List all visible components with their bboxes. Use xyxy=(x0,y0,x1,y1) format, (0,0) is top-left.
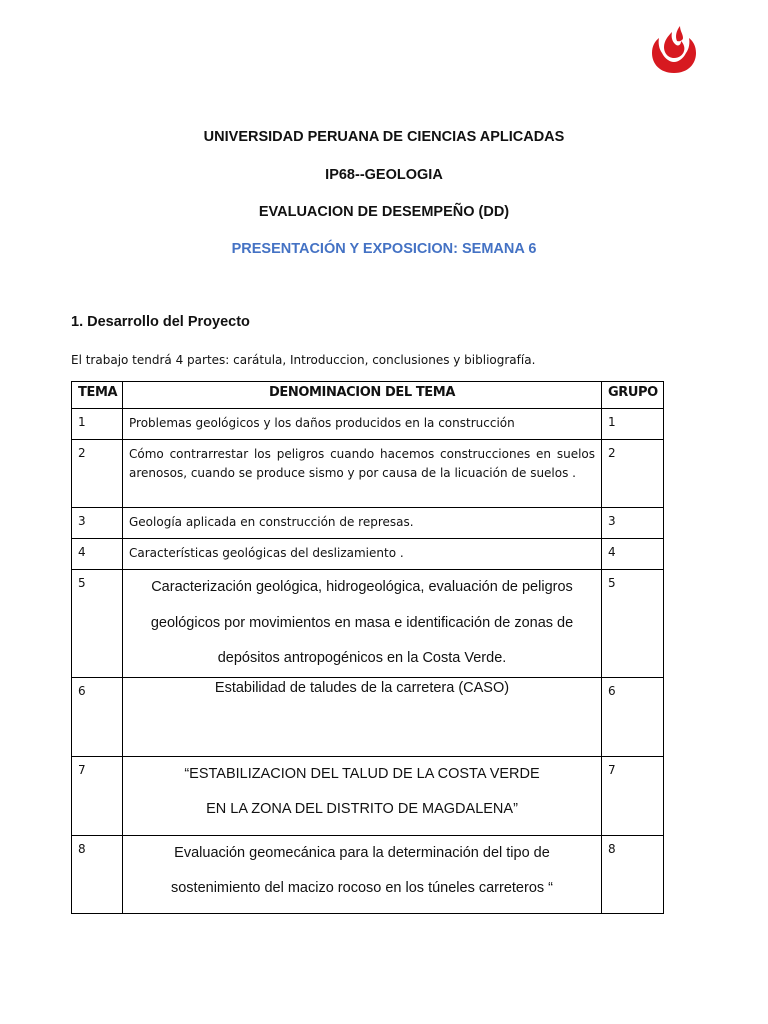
tema-cell: 1 xyxy=(72,409,123,440)
university-name: UNIVERSIDAD PERUANA DE CIENCIAS APLICADAS xyxy=(203,129,565,145)
course-code: IP68--GEOLOGIA xyxy=(325,167,443,183)
denominacion-cell: “ESTABILIZACION DEL TALUD DE LA COSTA VERDE EN LA ZONA DEL DISTRITO DE MAGDALENA” xyxy=(123,756,602,835)
tema-cell: 5 xyxy=(72,570,123,678)
tema-cell: 6 xyxy=(72,677,123,756)
table-row xyxy=(72,835,664,913)
denominacion-cell: Características geológicas del deslizamiento . xyxy=(123,539,602,570)
denominacion-cell: Cómo contrarrestar los peligros cuando hacemos construcciones en suelos arenosos, cuando se produce sismo y por causa de la licuación de suelos . xyxy=(123,440,602,508)
tema-cell: 3 xyxy=(72,508,123,539)
university-logo-icon xyxy=(650,24,698,74)
table-header-row xyxy=(72,382,664,409)
evaluation-title: EVALUACION DE DESEMPEÑO (DD) xyxy=(258,204,510,220)
header-grupo: GRUPO xyxy=(602,382,664,409)
table-row xyxy=(72,409,664,440)
grupo-cell: 5 xyxy=(602,570,664,678)
header-tema: TEMA xyxy=(72,382,123,409)
denominacion-cell: Problemas geológicos y los daños producidos en la construcción xyxy=(123,409,602,440)
grupo-cell: 6 xyxy=(602,677,664,756)
grupo-cell: 7 xyxy=(602,756,664,835)
presentation-title: PRESENTACIÓN Y EXPOSICION: SEMANA 6 xyxy=(231,241,537,257)
table-row xyxy=(72,539,664,570)
table-row xyxy=(72,677,664,756)
grupo-cell: 3 xyxy=(602,508,664,539)
grupo-cell: 1 xyxy=(602,409,664,440)
grupo-cell: 8 xyxy=(602,835,664,913)
intro-text: El trabajo tendrá 4 partes: carátula, Introduccion, conclusiones y bibliografía. xyxy=(71,353,536,367)
grupo-cell: 4 xyxy=(602,539,664,570)
tema-cell: 2 xyxy=(72,440,123,508)
denominacion-cell: Evaluación geomecánica para la determinación del tipo de sostenimiento del macizo rocoso en los túneles carreteros “ xyxy=(123,835,602,913)
topics-table xyxy=(71,381,664,914)
denominacion-cell: Geología aplicada en construcción de represas. xyxy=(123,508,602,539)
table-row xyxy=(72,440,664,508)
tema-cell: 8 xyxy=(72,835,123,913)
table-row xyxy=(72,508,664,539)
denominacion-cell: Caracterización geológica, hidrogeológica, evaluación de peligros geológicos por movimientos en masa e identificación de zonas de depósitos antropogénicos en la Costa Verde. xyxy=(123,570,602,678)
tema-cell: 7 xyxy=(72,756,123,835)
grupo-cell: 2 xyxy=(602,440,664,508)
header-denominacion: DENOMINACION DEL TEMA xyxy=(123,382,602,409)
section-title: 1. Desarrollo del Proyecto xyxy=(71,314,250,330)
denominacion-cell: Estabilidad de taludes de la carretera (CASO) xyxy=(123,677,602,756)
table-row xyxy=(72,570,664,678)
table-row xyxy=(72,756,664,835)
tema-cell: 4 xyxy=(72,539,123,570)
